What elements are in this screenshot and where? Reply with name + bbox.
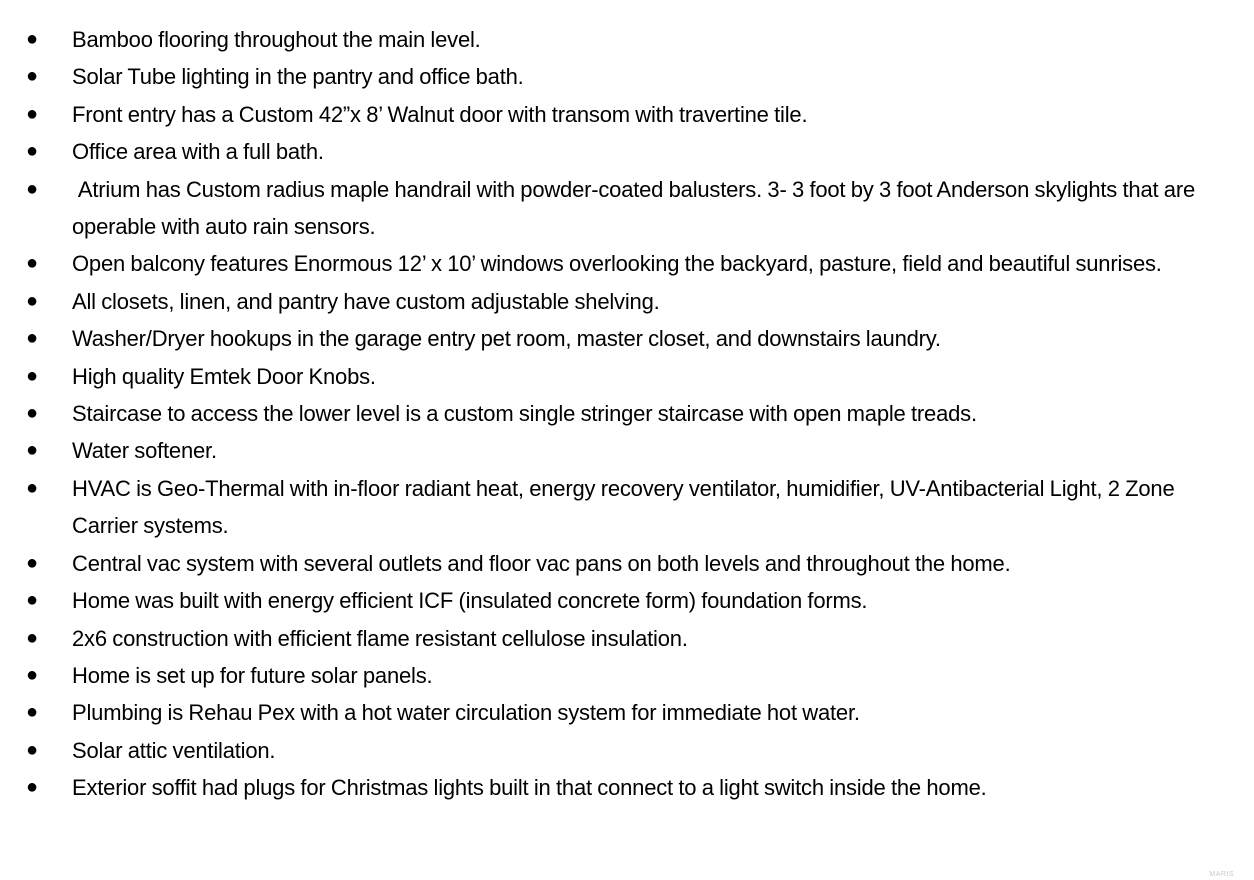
bullet-icon: ● (26, 476, 38, 499)
list-item-text: Open balcony features Enormous 12’ x 10’ windows overlooking the backyard, pasture, field and beautiful sunrises. (72, 251, 1162, 277)
bullet-icon: ● (26, 663, 38, 686)
list-item-text: Washer/Dryer hookups in the garage entry pet room, master closet, and downstairs laundry. (72, 326, 941, 352)
bullet-icon: ● (26, 738, 38, 761)
list-item-text: Staircase to access the lower level is a custom single stringer staircase with open maple treads. (72, 401, 977, 427)
bullet-icon: ● (26, 327, 38, 350)
list-item (0, 96, 1254, 133)
list-item (0, 133, 1254, 170)
list-item (0, 58, 1254, 95)
list-item-text: Atrium has Custom radius maple handrail with powder-coated balusters. 3- 3 foot by 3 foot Anderson skylights that are operable with auto rain sensors. (72, 176, 1201, 240)
list-item-text: Home is set up for future solar panels. (72, 662, 433, 688)
list-item (0, 245, 1254, 282)
list-item-text: Solar Tube lighting in the pantry and office bath. (72, 64, 524, 90)
bullet-icon: ● (26, 102, 38, 125)
list-item-text: All closets, linen, and pantry have custom adjustable shelving. (72, 288, 660, 314)
list-item (0, 283, 1254, 320)
list-item (0, 732, 1254, 769)
list-item-text: Water softener. (72, 438, 217, 464)
bullet-icon: ● (26, 177, 38, 200)
list-item-text: Exterior soffit had plugs for Christmas lights built in that connect to a light switch inside the home. (72, 775, 987, 801)
list-item-text: Plumbing is Rehau Pex with a hot water circulation system for immediate hot water. (72, 700, 860, 726)
list-item (0, 769, 1254, 806)
watermark: MARIS (1209, 871, 1234, 878)
bullet-icon: ● (26, 140, 38, 163)
list-item (0, 470, 1254, 545)
list-item-text: 2x6 construction with efficient flame resistant cellulose insulation. (72, 625, 688, 651)
list-item-text: Bamboo flooring throughout the main level. (72, 27, 481, 52)
feature-list (0, 21, 1254, 807)
list-item-text: Home was built with energy efficient ICF (insulated concrete form) foundation forms. (72, 588, 868, 614)
list-item (0, 395, 1254, 432)
bullet-icon: ● (26, 589, 38, 612)
list-item (0, 171, 1254, 246)
list-item-text: Solar attic ventilation. (72, 737, 276, 763)
bullet-icon: ● (26, 551, 38, 574)
list-item (0, 358, 1254, 395)
bullet-icon: ● (26, 701, 38, 724)
list-item-text: Central vac system with several outlets and floor vac pans on both levels and throughout the home. (72, 550, 1011, 576)
bullet-icon: ● (26, 402, 38, 425)
list-item (0, 320, 1254, 357)
bullet-icon: ● (26, 28, 38, 50)
list-item (0, 694, 1254, 731)
list-item (0, 545, 1254, 582)
list-item-text: Front entry has a Custom 42”x 8’ Walnut door with transom with travertine tile. (72, 101, 808, 127)
bullet-icon: ● (26, 626, 38, 649)
list-item-text: HVAC is Geo-Thermal with in-floor radiant heat, energy recovery ventilator, humidifier, UV-Antibacterial Light, 2 Zone Carrier systems. (72, 475, 1175, 539)
bullet-icon: ● (26, 776, 38, 799)
list-item (0, 582, 1254, 619)
list-item-text: Office area with a full bath. (72, 139, 324, 165)
bullet-icon: ● (26, 364, 38, 387)
list-item-text: High quality Emtek Door Knobs. (72, 363, 376, 389)
bullet-icon: ● (26, 439, 38, 462)
list-item (0, 657, 1254, 694)
list-item (0, 21, 1254, 58)
bullet-icon: ● (26, 252, 38, 275)
list-item (0, 620, 1254, 657)
list-item (0, 432, 1254, 469)
bullet-icon: ● (26, 289, 38, 312)
bullet-icon: ● (26, 65, 38, 88)
